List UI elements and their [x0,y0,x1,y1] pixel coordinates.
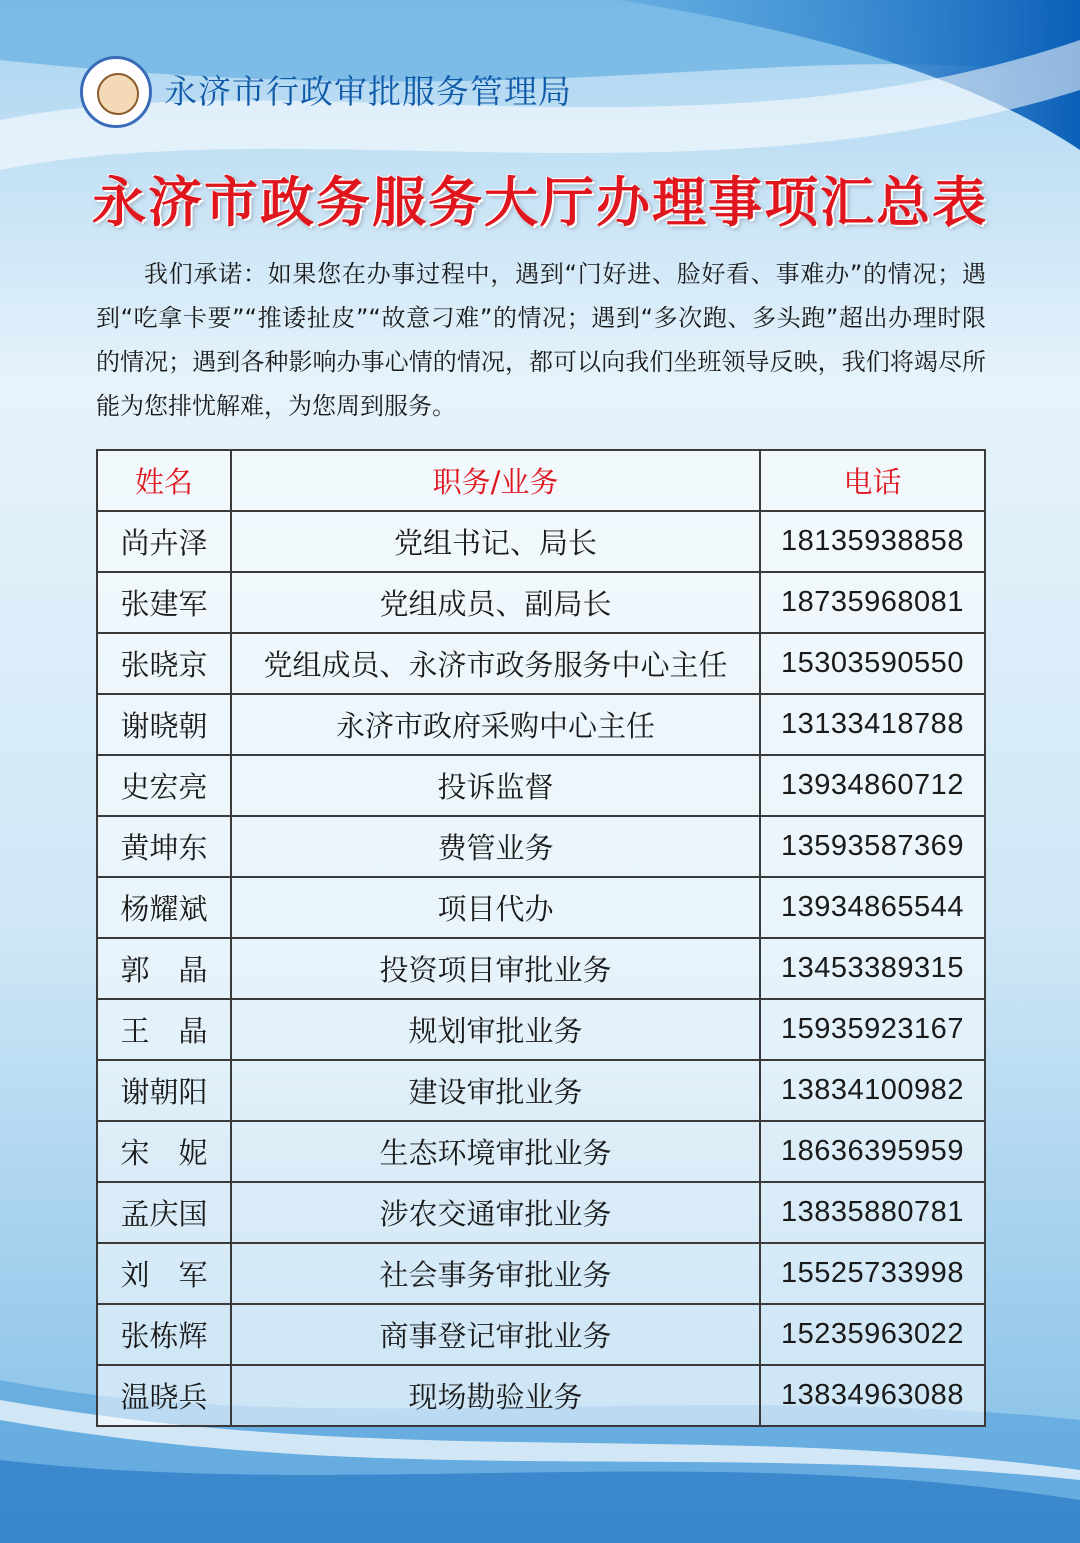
cell-phone: 18735968081 [760,572,985,633]
cell-position: 现场勘验业务 [231,1365,760,1426]
table-row [97,1060,985,1121]
cell-phone: 13834100982 [760,1060,985,1121]
page-title: 永济市政务服务大厅办理事项汇总表 [92,170,988,234]
table-row [97,1243,985,1304]
cell-phone: 13593587369 [760,816,985,877]
cell-name: 史宏亮 [97,755,231,816]
cell-phone: 13934865544 [760,877,985,938]
org-name: 永济市行政审批服务管理局 [164,72,572,111]
cell-position: 费管业务 [231,816,760,877]
cell-phone: 15303590550 [760,633,985,694]
cell-name: 张晓京 [97,633,231,694]
cell-position: 永济市政府采购中心主任 [231,694,760,755]
table-row [97,1182,985,1243]
header [0,0,1080,140]
bureau-emblem-icon [80,56,152,128]
header-phone: 电话 [760,450,985,511]
cell-position: 建设审批业务 [231,1060,760,1121]
cell-phone: 18636395959 [760,1121,985,1182]
cell-position: 涉农交通审批业务 [231,1182,760,1243]
table-row [97,1304,985,1365]
table-row [97,938,985,999]
table-row [97,999,985,1060]
service-promise: 我们承诺：如果您在办事过程中，遇到“门好进、脸好看、事难办”的情况；遇到“吃拿卡要”“推诿扯皮”“故意刁难”的情况；遇到“多次跑、多头跑”超出办理时限的情况；遇到各种影响办事心情的情况，都可以向我们坐班领导反映，我们将竭尽所能为您排忧解难，为您周到服务。 [96,260,986,420]
cell-position: 规划审批业务 [231,999,760,1060]
cell-phone: 15235963022 [760,1304,985,1365]
cell-name: 黄坤东 [97,816,231,877]
cell-position: 生态环境审批业务 [231,1121,760,1182]
cell-phone: 15525733998 [760,1243,985,1304]
cell-phone: 13834963088 [760,1365,985,1426]
table-row [97,1365,985,1426]
cell-name: 宋 妮 [97,1121,231,1182]
table-row [97,633,985,694]
contacts-table [96,449,986,1427]
cell-phone: 15935923167 [760,999,985,1060]
table-row [97,511,985,572]
cell-position: 投资项目审批业务 [231,938,760,999]
cell-name: 杨耀斌 [97,877,231,938]
cell-name: 张建军 [97,572,231,633]
cell-position: 商事登记审批业务 [231,1304,760,1365]
cell-name: 刘 军 [97,1243,231,1304]
cell-position: 党组书记、局长 [231,511,760,572]
cell-phone: 13934860712 [760,755,985,816]
cell-name: 谢朝阳 [97,1060,231,1121]
table-row [97,1121,985,1182]
table-row [97,572,985,633]
cell-name: 王 晶 [97,999,231,1060]
header-name: 姓名 [97,450,231,511]
header-position: 职务/业务 [231,450,760,511]
cell-phone: 13835880781 [760,1182,985,1243]
cell-name: 郭 晶 [97,938,231,999]
cell-name: 尚卉泽 [97,511,231,572]
cell-name: 温晓兵 [97,1365,231,1426]
cell-name: 孟庆国 [97,1182,231,1243]
cell-name: 张栋辉 [97,1304,231,1365]
cell-position: 投诉监督 [231,755,760,816]
table-header-row [97,450,985,511]
cell-phone: 13133418788 [760,694,985,755]
table-row [97,755,985,816]
cell-position: 党组成员、永济市政务服务中心主任 [231,633,760,694]
cell-position: 项目代办 [231,877,760,938]
table-row [97,816,985,877]
table-row [97,694,985,755]
table-row [97,877,985,938]
cell-phone: 13453389315 [760,938,985,999]
cell-phone: 18135938858 [760,511,985,572]
cell-position: 社会事务审批业务 [231,1243,760,1304]
cell-name: 谢晓朝 [97,694,231,755]
cell-position: 党组成员、副局长 [231,572,760,633]
